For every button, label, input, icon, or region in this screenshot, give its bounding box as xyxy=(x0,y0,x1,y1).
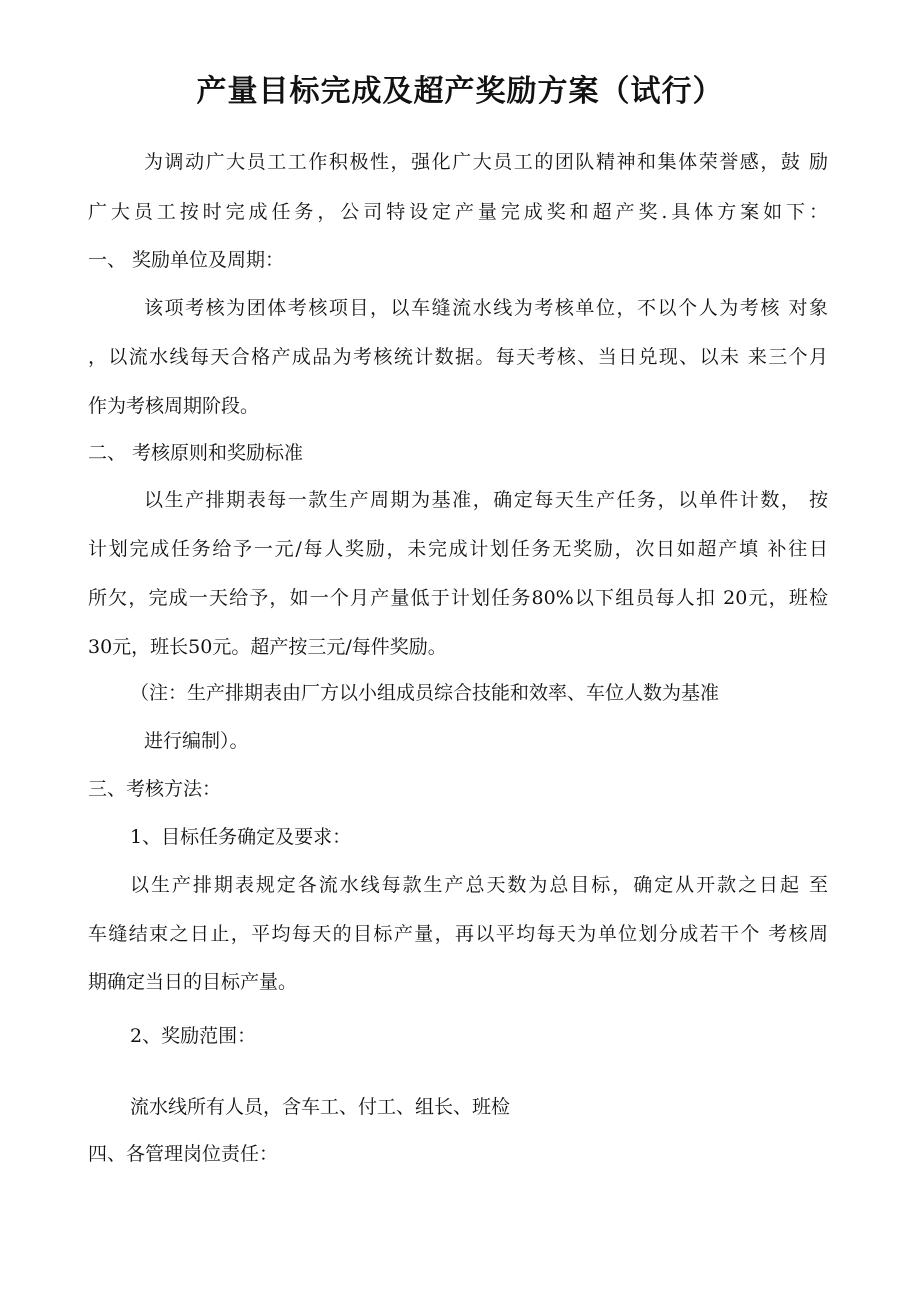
section-2-note-line-2: 进行编制）。 xyxy=(144,730,249,752)
section-1-heading: 一、 奖励单位及周期： xyxy=(88,249,285,271)
section-3-item-2-heading: 2、奖励范围： xyxy=(130,1025,257,1047)
section-2-line-3: 所欠，完成一天给予，如一个月产量低于计划任务80%以下组员每人扣 20元，班检 xyxy=(88,587,828,609)
section-1-line-2: ，以流水线每天合格产成品为考核统计数据。每天考核、当日兑现、以未 来三个月 xyxy=(88,346,828,368)
section-2-line-2: 计划完成任务给予一元/每人奖励，未完成计划任务无奖励，次日如超产填 补往日 xyxy=(88,538,828,560)
section-4-heading: 四、各管理岗位责任： xyxy=(88,1143,279,1165)
section-3-item-1-line-3: 期确定当日的目标产量。 xyxy=(88,971,298,993)
intro-line-1: 为调动广大员工工作积极性，强化广大员工的团队精神和集体荣誉感，鼓 励 xyxy=(144,151,828,173)
document-title: 产量目标完成及超产奖励方案（试行） xyxy=(196,74,724,109)
section-3-item-2-line-1: 流水线所有人员，含车工、付工、组长、班检 xyxy=(130,1096,511,1118)
section-2-line-4: 30元，班长50元。超产按三元/每件奖励。 xyxy=(88,636,447,658)
section-1-line-1: 该项考核为团体考核项目，以车缝流水线为考核单位，不以个人为考核 对象 xyxy=(144,297,828,319)
section-3-item-1-heading: 1、目标任务确定及要求： xyxy=(130,826,352,848)
intro-line-2: 广大员工按时完成任务，公司特设定产量完成奖和超产奖.具体方案如下： xyxy=(88,201,828,223)
section-2-line-1: 以生产排期表每一款生产周期为基准，确定每天生产任务，以单件计数， 按 xyxy=(144,489,828,511)
section-3-item-1-line-2: 车缝结束之日止，平均每天的目标产量，再以平均每天为单位划分成若干个 考核周 xyxy=(88,923,828,945)
section-2-heading: 二、 考核原则和奖励标准 xyxy=(88,442,304,464)
section-2-note-line-1: （注：生产排期表由厂方以小组成员综合技能和效率、车位人数为基准 xyxy=(130,682,720,704)
section-3-item-1-line-1: 以生产排期表规定各流水线每款生产总天数为总目标，确定从开款之日起 至 xyxy=(130,874,828,896)
section-3-heading: 三、考核方法： xyxy=(88,778,222,800)
section-1-line-3: 作为考核周期阶段。 xyxy=(88,395,260,417)
